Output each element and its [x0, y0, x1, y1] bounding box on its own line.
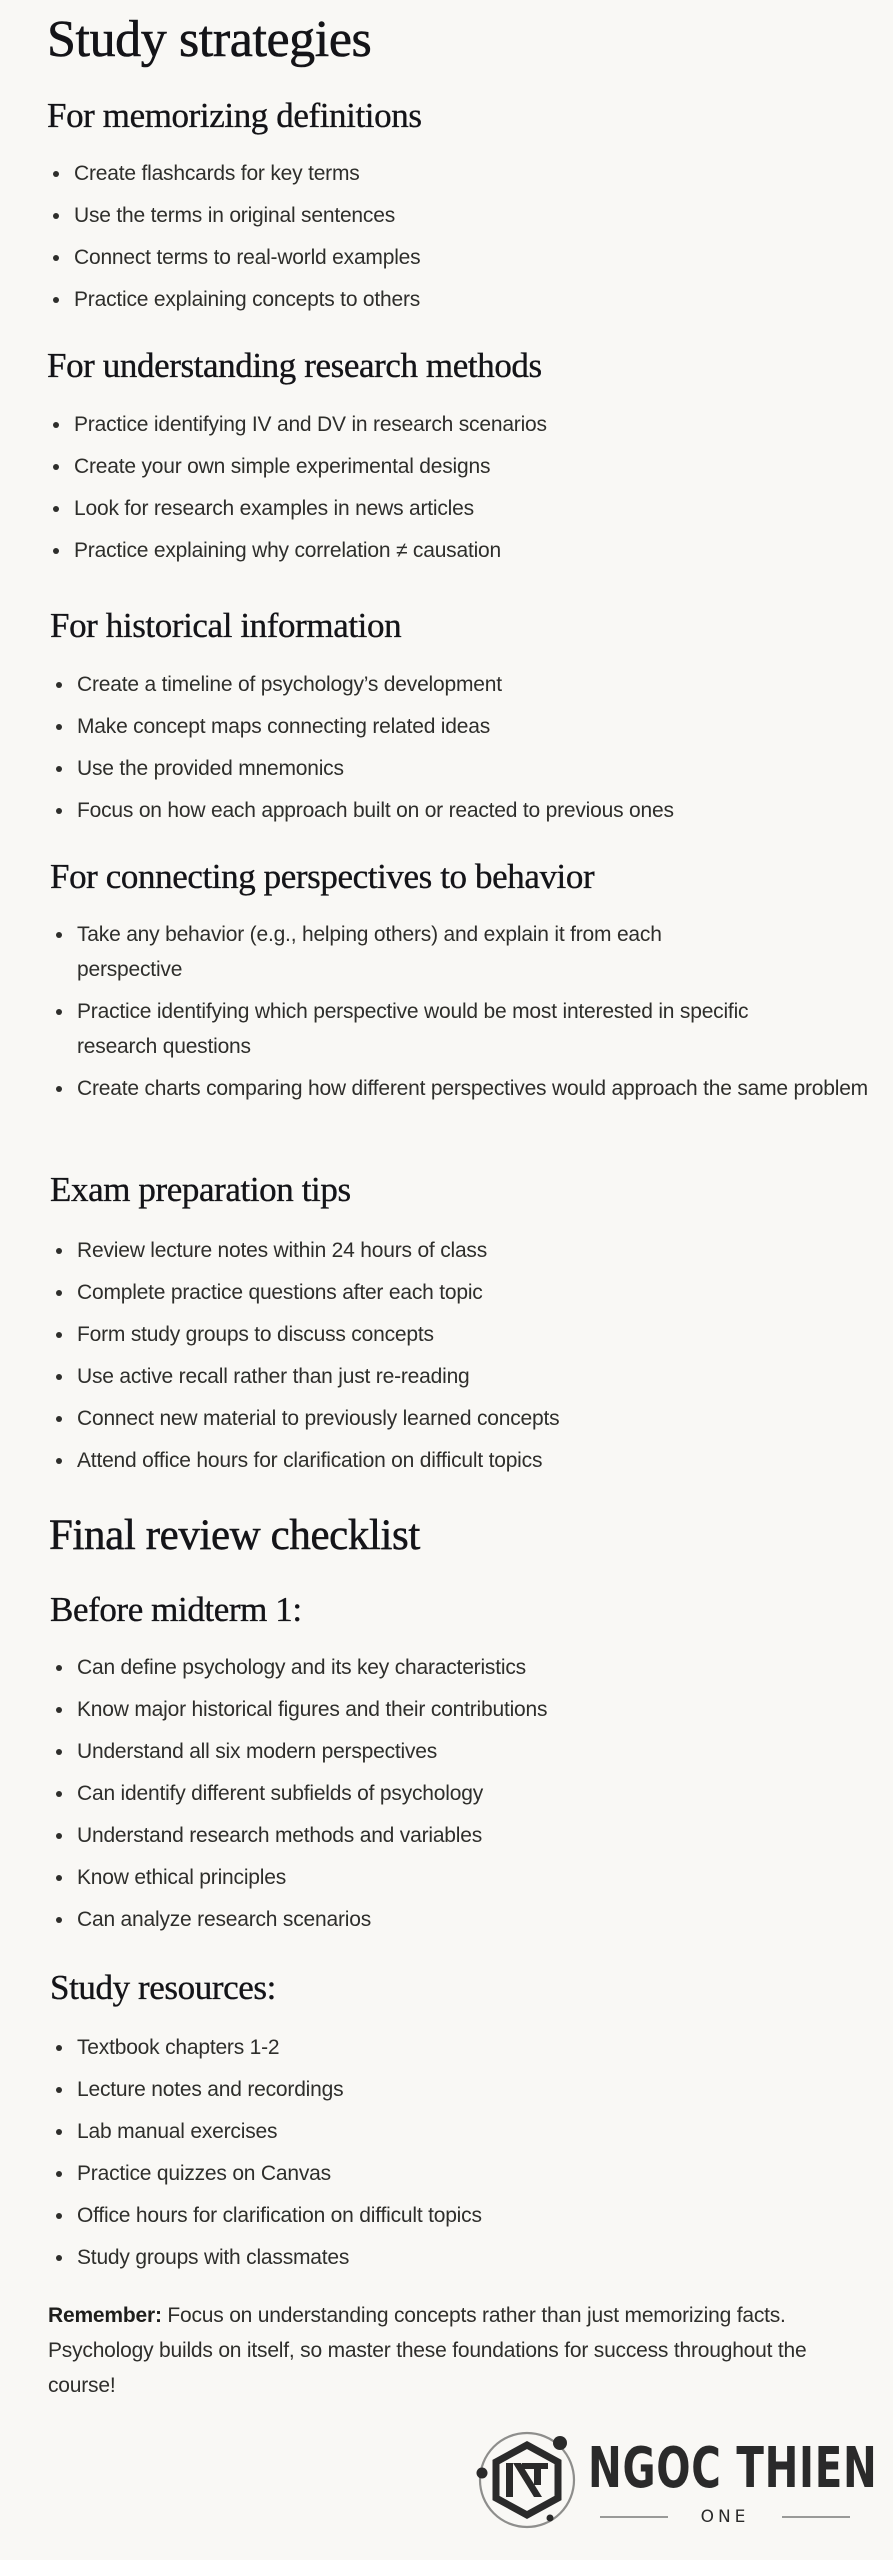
bullet-icon: [53, 171, 59, 177]
bullet-icon: [56, 808, 62, 814]
list-item-text: Connect terms to real-world examples: [74, 246, 421, 269]
divider-line: [782, 2516, 850, 2518]
list-item-text: Create your own simple experimental designs: [74, 455, 491, 478]
section-heading-exam-prep: Exam preparation tips: [50, 1170, 351, 1209]
list-item: [48, 491, 547, 526]
bullet-icon: [56, 1248, 62, 1254]
list-item: [48, 240, 420, 275]
logo-wordmark: NGOC THIEN: [588, 2436, 878, 2501]
bullet-icon: [56, 2045, 62, 2051]
list-item: [51, 1275, 559, 1310]
list-item-text: Understand research methods and variables: [77, 1824, 483, 1847]
list-before-midterm: [51, 1650, 547, 1944]
list-item-text: Know major historical figures and their contributions: [77, 1698, 548, 1721]
list-item: [51, 1359, 559, 1394]
list-item: [51, 751, 674, 786]
bullet-icon: [56, 1458, 62, 1464]
section-heading-before-midterm: Before midterm 1:: [50, 1590, 302, 1629]
checklist-title: Final review checklist: [49, 1512, 420, 1559]
list-item-text: Lab manual exercises: [77, 2120, 278, 2143]
bullet-icon: [56, 1707, 62, 1713]
bullet-icon: [56, 2255, 62, 2261]
brand-logo: [470, 2425, 878, 2540]
list-item-text: Can identify different subfields of psychology: [77, 1782, 483, 1805]
list-item-text: Take any behavior (e.g., helping others) and explain it from each perspective: [77, 923, 662, 981]
bullet-icon: [56, 682, 62, 688]
list-item: [51, 1776, 547, 1811]
list-item-text: Practice identifying IV and DV in research scenarios: [74, 413, 547, 436]
list-item-text: Textbook chapters 1-2: [77, 2036, 280, 2059]
list-research-methods: [48, 407, 547, 575]
bullet-icon: [56, 1416, 62, 1422]
ngoc-thien-monogram-icon: [470, 2425, 590, 2535]
list-item: [48, 407, 547, 442]
list-item-text: Look for research examples in news articles: [74, 497, 474, 520]
logo-subtitle: [600, 2505, 850, 2529]
bullet-icon: [53, 422, 59, 428]
bullet-icon: [53, 464, 59, 470]
list-item-text: Know ethical principles: [77, 1866, 287, 1889]
list-item-text: Review lecture notes within 24 hours of class: [77, 1239, 488, 1262]
bullet-icon: [53, 255, 59, 261]
list-item: [51, 667, 674, 702]
bullet-icon: [56, 1086, 62, 1092]
list-item-text: Create flashcards for key terms: [74, 162, 360, 185]
bullet-icon: [53, 506, 59, 512]
section-heading-memorizing: For memorizing definitions: [47, 96, 422, 135]
list-item-text: Lecture notes and recordings: [77, 2078, 344, 2101]
list-item: [48, 533, 547, 568]
list-item-text: Can analyze research scenarios: [77, 1908, 371, 1931]
list-item: [51, 1401, 559, 1436]
bullet-icon: [56, 1875, 62, 1881]
list-item: [51, 1692, 547, 1727]
bullet-icon: [53, 213, 59, 219]
list-item-text: Can define psychology and its key characteristics: [77, 1656, 526, 1679]
bullet-icon: [56, 2213, 62, 2219]
bullet-icon: [56, 766, 62, 772]
list-item-text: Understand all six modern perspectives: [77, 1740, 438, 1763]
list-item-text: Use active recall rather than just re-reading: [77, 1365, 470, 1388]
list-item-text: Form study groups to discuss concepts: [77, 1323, 434, 1346]
list-item: [51, 1443, 559, 1478]
bullet-icon: [56, 2087, 62, 2093]
logo-subtitle-text: ONE: [700, 2507, 750, 2527]
list-item: [51, 709, 674, 744]
bullet-icon: [53, 548, 59, 554]
bullet-icon: [56, 932, 62, 938]
bullet-icon: [56, 724, 62, 730]
bullet-icon: [56, 2171, 62, 2177]
list-item: [51, 1233, 559, 1268]
list-item-text: Practice explaining why correlation ≠ causation: [74, 539, 502, 562]
list-item: [51, 2030, 482, 2065]
list-item-text: Complete practice questions after each topic: [77, 1281, 483, 1304]
list-item-text: Practice identifying which perspective would be most interested in specific research questions: [77, 1000, 749, 1058]
bullet-icon: [56, 1290, 62, 1296]
list-item: [51, 1071, 877, 1106]
bullet-icon: [56, 1917, 62, 1923]
list-item: [51, 1317, 559, 1352]
list-item-text: Use the provided mnemonics: [77, 757, 344, 780]
list-item-text: Create a timeline of psychology’s development: [77, 673, 502, 696]
list-item: [48, 282, 420, 317]
bullet-icon: [56, 1665, 62, 1671]
list-item-text: Attend office hours for clarification on difficult topics: [77, 1449, 543, 1472]
list-item: [51, 2240, 482, 2275]
list-item-text: Make concept maps connecting related ideas: [77, 715, 491, 738]
section-heading-research-methods: For understanding research methods: [47, 346, 542, 385]
section-heading-perspectives: For connecting perspectives to behavior: [50, 857, 595, 896]
section-heading-historical: For historical information: [50, 606, 402, 645]
list-exam-prep: [51, 1233, 559, 1485]
list-item: [51, 2114, 482, 2149]
list-item: [51, 1902, 547, 1937]
list-item-text: Office hours for clarification on difficult topics: [77, 2204, 482, 2227]
bullet-icon: [56, 1332, 62, 1338]
list-memorizing: [48, 156, 420, 324]
list-item: [51, 2198, 482, 2233]
list-item: [51, 994, 817, 1064]
list-item: [51, 1650, 547, 1685]
bullet-icon: [56, 1009, 62, 1015]
list-item: [51, 1818, 547, 1853]
bullet-icon: [53, 297, 59, 303]
remember-label: Remember:: [48, 2304, 162, 2327]
list-item-text: Create charts comparing how different perspectives would approach the same problem: [77, 1077, 868, 1100]
page-title: Study strategies: [47, 11, 372, 68]
list-item-text: Focus on how each approach built on or reacted to previous ones: [77, 799, 674, 822]
remember-note: [48, 2298, 848, 2403]
section-heading-study-resources: Study resources:: [50, 1968, 276, 2007]
list-item: [51, 2156, 482, 2191]
bullet-icon: [56, 1749, 62, 1755]
list-study-resources: [51, 2030, 482, 2282]
list-perspectives: [51, 917, 868, 1113]
list-item: [51, 2072, 482, 2107]
remember-text: Focus on understanding concepts rather than just memorizing facts. Psychology builds on itself, so master these foundations for success throughout the course!: [48, 2304, 807, 2397]
list-item: [48, 156, 420, 191]
list-item: [48, 449, 547, 484]
bullet-icon: [56, 1833, 62, 1839]
list-historical: [51, 667, 674, 835]
list-item: [51, 793, 674, 828]
list-item-text: Connect new material to previously learned concepts: [77, 1407, 560, 1430]
list-item-text: Practice explaining concepts to others: [74, 288, 421, 311]
list-item: [51, 917, 737, 987]
list-item: [51, 1734, 547, 1769]
list-item: [48, 198, 420, 233]
list-item-text: Use the terms in original sentences: [74, 204, 395, 227]
list-item-text: Study groups with classmates: [77, 2246, 350, 2269]
list-item-text: Practice quizzes on Canvas: [77, 2162, 331, 2185]
bullet-icon: [56, 2129, 62, 2135]
list-item: [51, 1860, 547, 1895]
bullet-icon: [56, 1791, 62, 1797]
bullet-icon: [56, 1374, 62, 1380]
